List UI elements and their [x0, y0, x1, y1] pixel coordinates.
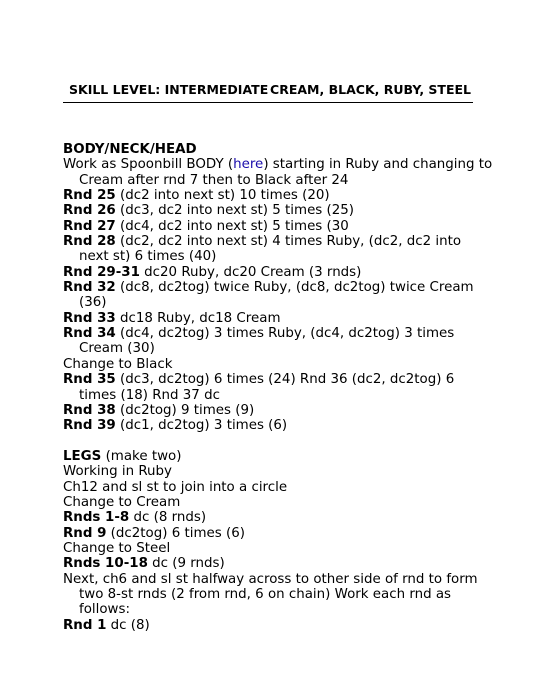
legs-line: Change to Steel: [63, 540, 171, 556]
round-row: [63, 219, 483, 234]
legs-line: Ch12 and sl st to join into a circle: [63, 479, 288, 495]
round-row: [63, 326, 483, 341]
round-text: dc (8 rnds): [129, 510, 207, 526]
round-label: Rnd 25: [63, 188, 116, 204]
round-text: dc18 Ruby, dc18 Cream: [115, 310, 281, 326]
round-label: Rnd 9: [63, 525, 107, 541]
round-label: Rnd 29-31: [63, 264, 140, 280]
round-text: dc (8): [106, 617, 150, 633]
round-label: Rnd 27: [63, 218, 116, 234]
round-text: (dc2, dc2 into next st) 4 times Ruby, (dc2, dc2 into: [115, 234, 462, 250]
round-row: [63, 618, 483, 633]
round-label: Rnd 26: [63, 203, 116, 219]
round-label: Rnd 38: [63, 402, 116, 418]
round-row-cont: (36): [79, 295, 107, 311]
round-row: [63, 311, 483, 326]
round-text: (dc2 into next st) 10 times (20): [115, 188, 330, 204]
legs-line: Change to Cream: [63, 494, 181, 510]
round-row-cont: next st) 6 times (40): [79, 249, 217, 265]
round-label: Rnd 33: [63, 310, 116, 326]
round-text: (dc1, dc2tog) 3 times (6): [115, 418, 288, 434]
round-label: Rnds 10-18: [63, 556, 148, 572]
section-gap: [63, 434, 483, 449]
legs-title: LEGS: [63, 448, 102, 464]
round-text: (dc4, dc2 into next st) 5 times (30: [115, 218, 349, 234]
legs-line: Next, ch6 and sl st halfway across to other side of rnd to form: [63, 571, 478, 587]
here-link[interactable]: here: [233, 157, 264, 173]
header-divider: [63, 102, 473, 103]
legs-heading: [63, 449, 483, 464]
round-row: [63, 526, 483, 541]
round-label: Rnds 1-8: [63, 510, 130, 526]
round-text: dc20 Ruby, dc20 Cream (3 rnds): [139, 264, 362, 280]
round-label: Rnd 35: [63, 372, 116, 388]
round-text: (dc3, dc2 into next st) 5 times (25): [115, 203, 355, 219]
legs-line: Working in Ruby: [63, 464, 172, 480]
change-color-black: Change to Black: [63, 356, 173, 372]
round-label: Rnd 32: [63, 280, 116, 296]
round-row: [63, 556, 483, 571]
round-row: [63, 234, 483, 249]
yarn-colors: CREAM, BLACK, RUBY, STEEL: [270, 82, 471, 97]
body-intro: [63, 157, 493, 173]
round-text: (dc2tog) 9 times (9): [115, 402, 255, 418]
round-label: Rnd 28: [63, 234, 116, 250]
legs-note: (make two): [101, 448, 182, 464]
page-header: [63, 81, 473, 101]
round-text: dc (9 rnds): [147, 556, 225, 572]
round-text: (dc4, dc2tog) 3 times Ruby, (dc4, dc2tog) 3 times: [115, 326, 455, 342]
round-text: (dc3, dc2tog) 6 times (24) Rnd 36 (dc2, dc2tog) 6: [115, 372, 455, 388]
round-label: Rnd 1: [63, 617, 107, 633]
round-row: [63, 403, 483, 418]
intro-text: Work as Spoonbill BODY (: [63, 157, 234, 173]
intro-text-2: ) starting in Ruby and changing to: [263, 157, 493, 173]
round-row: [63, 188, 483, 203]
round-row: [63, 510, 483, 525]
round-text: (dc8, dc2tog) twice Ruby, (dc8, dc2tog) twice Cream: [115, 280, 474, 296]
body-intro-cont: Cream after rnd 7 then to Black after 24: [79, 172, 349, 188]
round-row: [63, 265, 483, 280]
round-label: Rnd 34: [63, 326, 116, 342]
round-label: Rnd 39: [63, 418, 116, 434]
round-row: [63, 203, 483, 218]
round-text: (dc2tog) 6 times (6): [106, 525, 245, 541]
round-row-cont: times (18) Rnd 37 dc: [79, 387, 220, 403]
round-row-cont: Cream (30): [79, 341, 155, 357]
skill-level: SKILL LEVEL: INTERMEDIATE: [69, 82, 269, 97]
body-heading: BODY/NECK/HEAD: [63, 142, 197, 157]
legs-line-cont: two 8-st rnds (2 from rnd, 6 on chain) Work each rnd as: [79, 586, 452, 602]
round-row: [63, 280, 483, 295]
pattern-content: [63, 142, 493, 633]
round-row: [63, 372, 483, 387]
legs-line-cont: follows:: [79, 602, 130, 618]
round-row: [63, 418, 483, 433]
